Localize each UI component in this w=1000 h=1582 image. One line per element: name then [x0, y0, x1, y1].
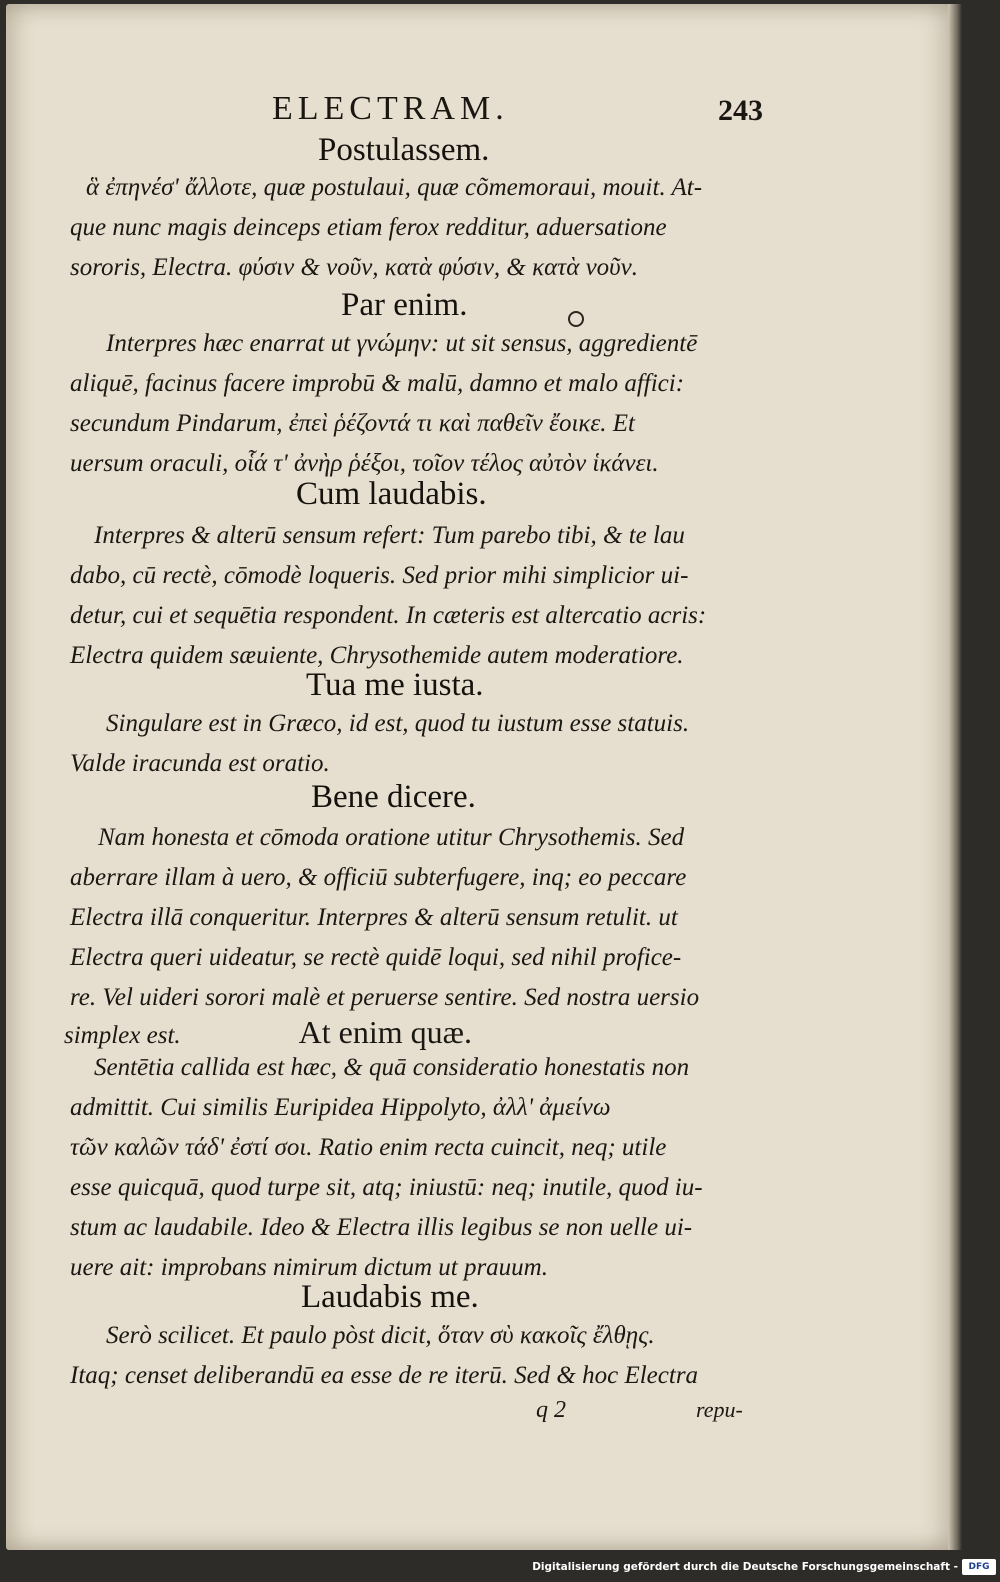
text-line: aliquē, facinus facere improbū & malū, damno et malo affici:	[70, 370, 685, 397]
text-line: τῶν καλῶν τάδ' ἐστί σοι. Ratio enim recta cuincit, neq; utile	[70, 1134, 667, 1161]
text-line: que nunc magis deinceps etiam ferox redditur, aduersatione	[70, 214, 667, 241]
section-heading-at-enim-quae: At enim quæ.	[298, 1014, 472, 1050]
text-line	[64, 1014, 472, 1051]
text-line: Interpres & alterū sensum refert: Tum parebo tibi, & te lau	[94, 522, 685, 549]
text-line: Serò scilicet. Et paulo pòst dicit, ὅταν σὺ κακοῖς ἔλθῃς.	[106, 1322, 655, 1349]
text-line: Valde iracunda est oratio.	[70, 750, 330, 777]
text-line: uere ait: improbans nimirum dictum ut prauum.	[70, 1254, 548, 1281]
text-line: Electra quidem sæuiente, Chrysothemide autem moderatiore.	[70, 642, 684, 669]
digitization-credit: Digitalisierung gefördert durch die Deutsche Forschungsgemeinschaft -	[532, 1561, 958, 1573]
dfg-logo-icon: DFG	[962, 1559, 996, 1575]
text-line: admittit. Cui similis Euripidea Hippolyto, ἀλλ' ἀμείνω	[70, 1094, 611, 1121]
section-heading-tua-me-iusta: Tua me iusta.	[306, 667, 484, 703]
ornament-mark	[568, 311, 584, 327]
running-head-title: ELECTRAM.	[272, 90, 509, 127]
text-line: Singulare est in Græco, id est, quod tu iustum esse statuis.	[106, 710, 690, 737]
text-line-end: simplex est.	[64, 1022, 181, 1049]
text-line: aberrare illam à uero, & officiū subterfugere, inq; eo peccare	[70, 864, 687, 891]
catchword: repu-	[696, 1397, 743, 1422]
signature-mark: q 2	[536, 1397, 566, 1423]
text-line: Itaq; censet deliberandū ea esse de re iterū. Sed & hoc Electra	[70, 1362, 699, 1389]
text-line: dabo, cū rectè, cōmodè loqueris. Sed prior mihi simplicior ui-	[70, 562, 689, 589]
text-line: Electra queri uideatur, se rectè quidē loqui, sed nihil profice-	[70, 944, 682, 971]
page-number: 243	[718, 94, 763, 127]
section-heading-bene-dicere: Bene dicere.	[311, 779, 476, 815]
text-line: uersum oraculi, οἷά τ' ἀνὴρ ῥέξοι, τοῖον τέλος αὐτὸν ἱκάνει.	[70, 450, 659, 477]
text-line: re. Vel uideri sorori malè et peruerse sentire. Sed nostra uersio	[70, 984, 700, 1011]
text-line: sororis, Electra. φύσιν & νοῦν, κατὰ φύσιν, & κατὰ νοῦν.	[70, 254, 638, 281]
text-line: ἃ ἐπηνέσ' ἄλλοτε, quæ postulaui, quæ cõmemoraui, mouit. At-	[86, 174, 703, 201]
text-line: Sentētia callida est hæc, & quā consideratio honestatis non	[94, 1054, 690, 1081]
section-heading-postulassem: Postulassem.	[318, 132, 490, 168]
section-heading-laudabis-me: Laudabis me.	[301, 1279, 479, 1315]
text-line: Nam honesta et cōmoda oratione utitur Chrysothemis. Sed	[98, 824, 685, 851]
text-line: esse quicquā, quod turpe sit, atq; iniustū: neq; inutile, quod iu-	[70, 1174, 703, 1201]
text-line: detur, cui et sequētia respondent. In cæteris est altercatio acris:	[70, 602, 707, 629]
book-page	[6, 4, 958, 1550]
page-edge-shadow	[948, 4, 962, 1550]
text-line: stum ac laudabile. Ideo & Electra illis legibus se non uelle ui-	[70, 1214, 693, 1241]
text-line: secundum Pindarum, ἐπεὶ ῥέζοντά τι καὶ παθεῖν ἔοικε. Et	[70, 410, 636, 437]
section-heading-cum-laudabis: Cum laudabis.	[296, 476, 487, 512]
section-heading-par-enim: Par enim.	[341, 287, 468, 323]
text-line: Interpres hæc enarrat ut γνώμην: ut sit sensus, aggredientē	[106, 330, 698, 357]
text-line: Electra illā conqueritur. Interpres & alterū sensum retulit. ut	[70, 904, 678, 931]
